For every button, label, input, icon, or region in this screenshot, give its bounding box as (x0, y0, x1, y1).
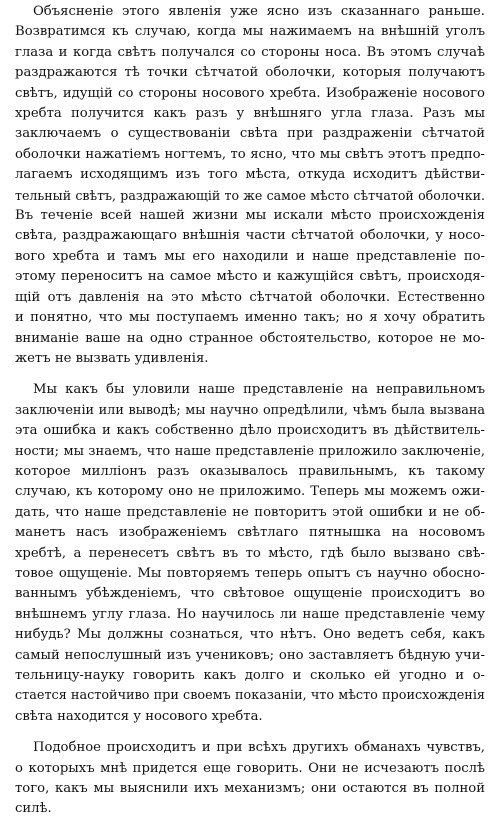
text-line: тельный свѣтъ, раздражающій то же самое мѣсто сѣтчатой оболочки. (15, 187, 485, 203)
text-line: вниманіе ваше на одно странное обстоятельство, которое не мо- (15, 330, 485, 346)
text-line: о которыхъ мнѣ придется еще говорить. Они не исчезаютъ послѣ (15, 760, 485, 776)
text-line: оболочки нажатіемъ ногтемъ, то ясно, что мы свѣтъ этотъ предпо- (15, 146, 485, 162)
text-line: манетъ насъ изображеніемъ свѣтлаго пятнышка на носовомъ (15, 525, 485, 541)
text-line: заключеніи или выводѣ; мы научно опредѣлили, чѣмъ была вызвана (15, 402, 485, 418)
text-line: Въ теченіе всей нашей жизни мы искали мѣсто происхожденія (15, 208, 485, 224)
text-line: щій отъ давленія на это мѣсто сѣтчатой оболочки. Естественно (15, 289, 485, 305)
text-line: хребта получится какъ разъ у внѣшняго угла глаза. Разъ мы (15, 106, 485, 122)
text-line: стается настойчиво при своемъ показаніи, что мѣсто происхожденія (15, 688, 485, 704)
text-line: вого хребта и тамъ мы его находили и наше представленіе по- (15, 248, 485, 264)
text-line: хребтѣ, а перенесетъ свѣтъ въ то мѣсто, гдѣ было вызвано свѣ- (15, 545, 485, 561)
paragraph (15, 380, 485, 727)
text-line: ности; мы знаемъ, что наше представленіе приложило заключеніе, (15, 443, 485, 459)
text-line: свѣта, раздражающаго внѣшнія части сѣтчатой оболочки, у носо- (15, 228, 485, 244)
text-line: свѣта находится у носового хребта. (15, 708, 263, 724)
text-line: товое ощущеніе. Мы повторяемъ теперь опытъ съ научно обосно- (15, 565, 485, 581)
text-line: жетъ не вызвать удивленія. (15, 350, 209, 366)
text-line: тельницу-науку говорить какъ долго и сколько ей угодно и о- (15, 668, 485, 683)
text-line: и понятно, что мы поступаемъ именно такъ; но я хочу обратить (15, 310, 485, 326)
text-line: силѣ. (15, 801, 52, 817)
text-line: Объясненіе этого явленія уже ясно изъ сказаннаго раньше. (33, 4, 485, 19)
text-line: эта ошибка и какъ собственно дѣло происходитъ въ дѣйствитель- (15, 423, 485, 439)
text-line: того, какъ мы выяснили ихъ механизмъ; они остаются въ полной (15, 781, 485, 797)
text-line: этому переноситъ на самое мѣсто и кажущійся свѣтъ, происходя- (15, 269, 485, 285)
text-line: Мы какъ бы уловили наше представленіе на неправильномъ (33, 382, 485, 398)
text-line: дать, что наше представленіе не повторитъ этой ошибки и не об- (15, 504, 485, 520)
text-line: случаю, къ которому оно не приложимо. Теперь мы можемъ ожи- (15, 484, 485, 500)
text-line: Возвратимся къ случаю, когда мы нажимаемъ на внѣшній уголъ (15, 24, 485, 40)
paragraph (15, 2, 485, 369)
text-line: нибудь? Мы должны сознаться, что нѣтъ. Оно ведетъ себя, какъ (15, 627, 485, 643)
book-page (15, 2, 485, 820)
text-line: ваннымъ убѣжденіемъ, что свѣтовое ощущеніе происходитъ во (15, 586, 485, 602)
text-line: Подобное происходитъ и при всѣхъ другихъ обманахъ чувствъ, (33, 740, 485, 756)
text-line: которое милліонъ разъ оказывалось правильнымъ, къ такому (15, 463, 485, 479)
text-line: раздражаются тѣ точки сѣтчатой оболочки, которыя получаютъ (15, 65, 485, 81)
text-line: заключаемъ о существованіи свѣта при раздраженіи сѣтчатой (15, 126, 485, 142)
paragraph (15, 738, 485, 820)
text-line: глаза и когда свѣтъ получался со стороны носа. Въ этомъ случаѣ (15, 44, 485, 60)
text-line: свѣтъ, идущій со стороны носового хребта. Изображеніе носового (15, 85, 485, 101)
text-line: внѣшнемъ углу глаза. Но научилось ли наше представленіе чему (15, 606, 485, 622)
text-line: самый непослушный изъ учениковъ; оно заставляетъ бѣдную учи- (15, 647, 485, 663)
text-line: лагаемъ исходящимъ изъ того мѣста, откуда исходитъ дѣйстви- (15, 167, 485, 183)
